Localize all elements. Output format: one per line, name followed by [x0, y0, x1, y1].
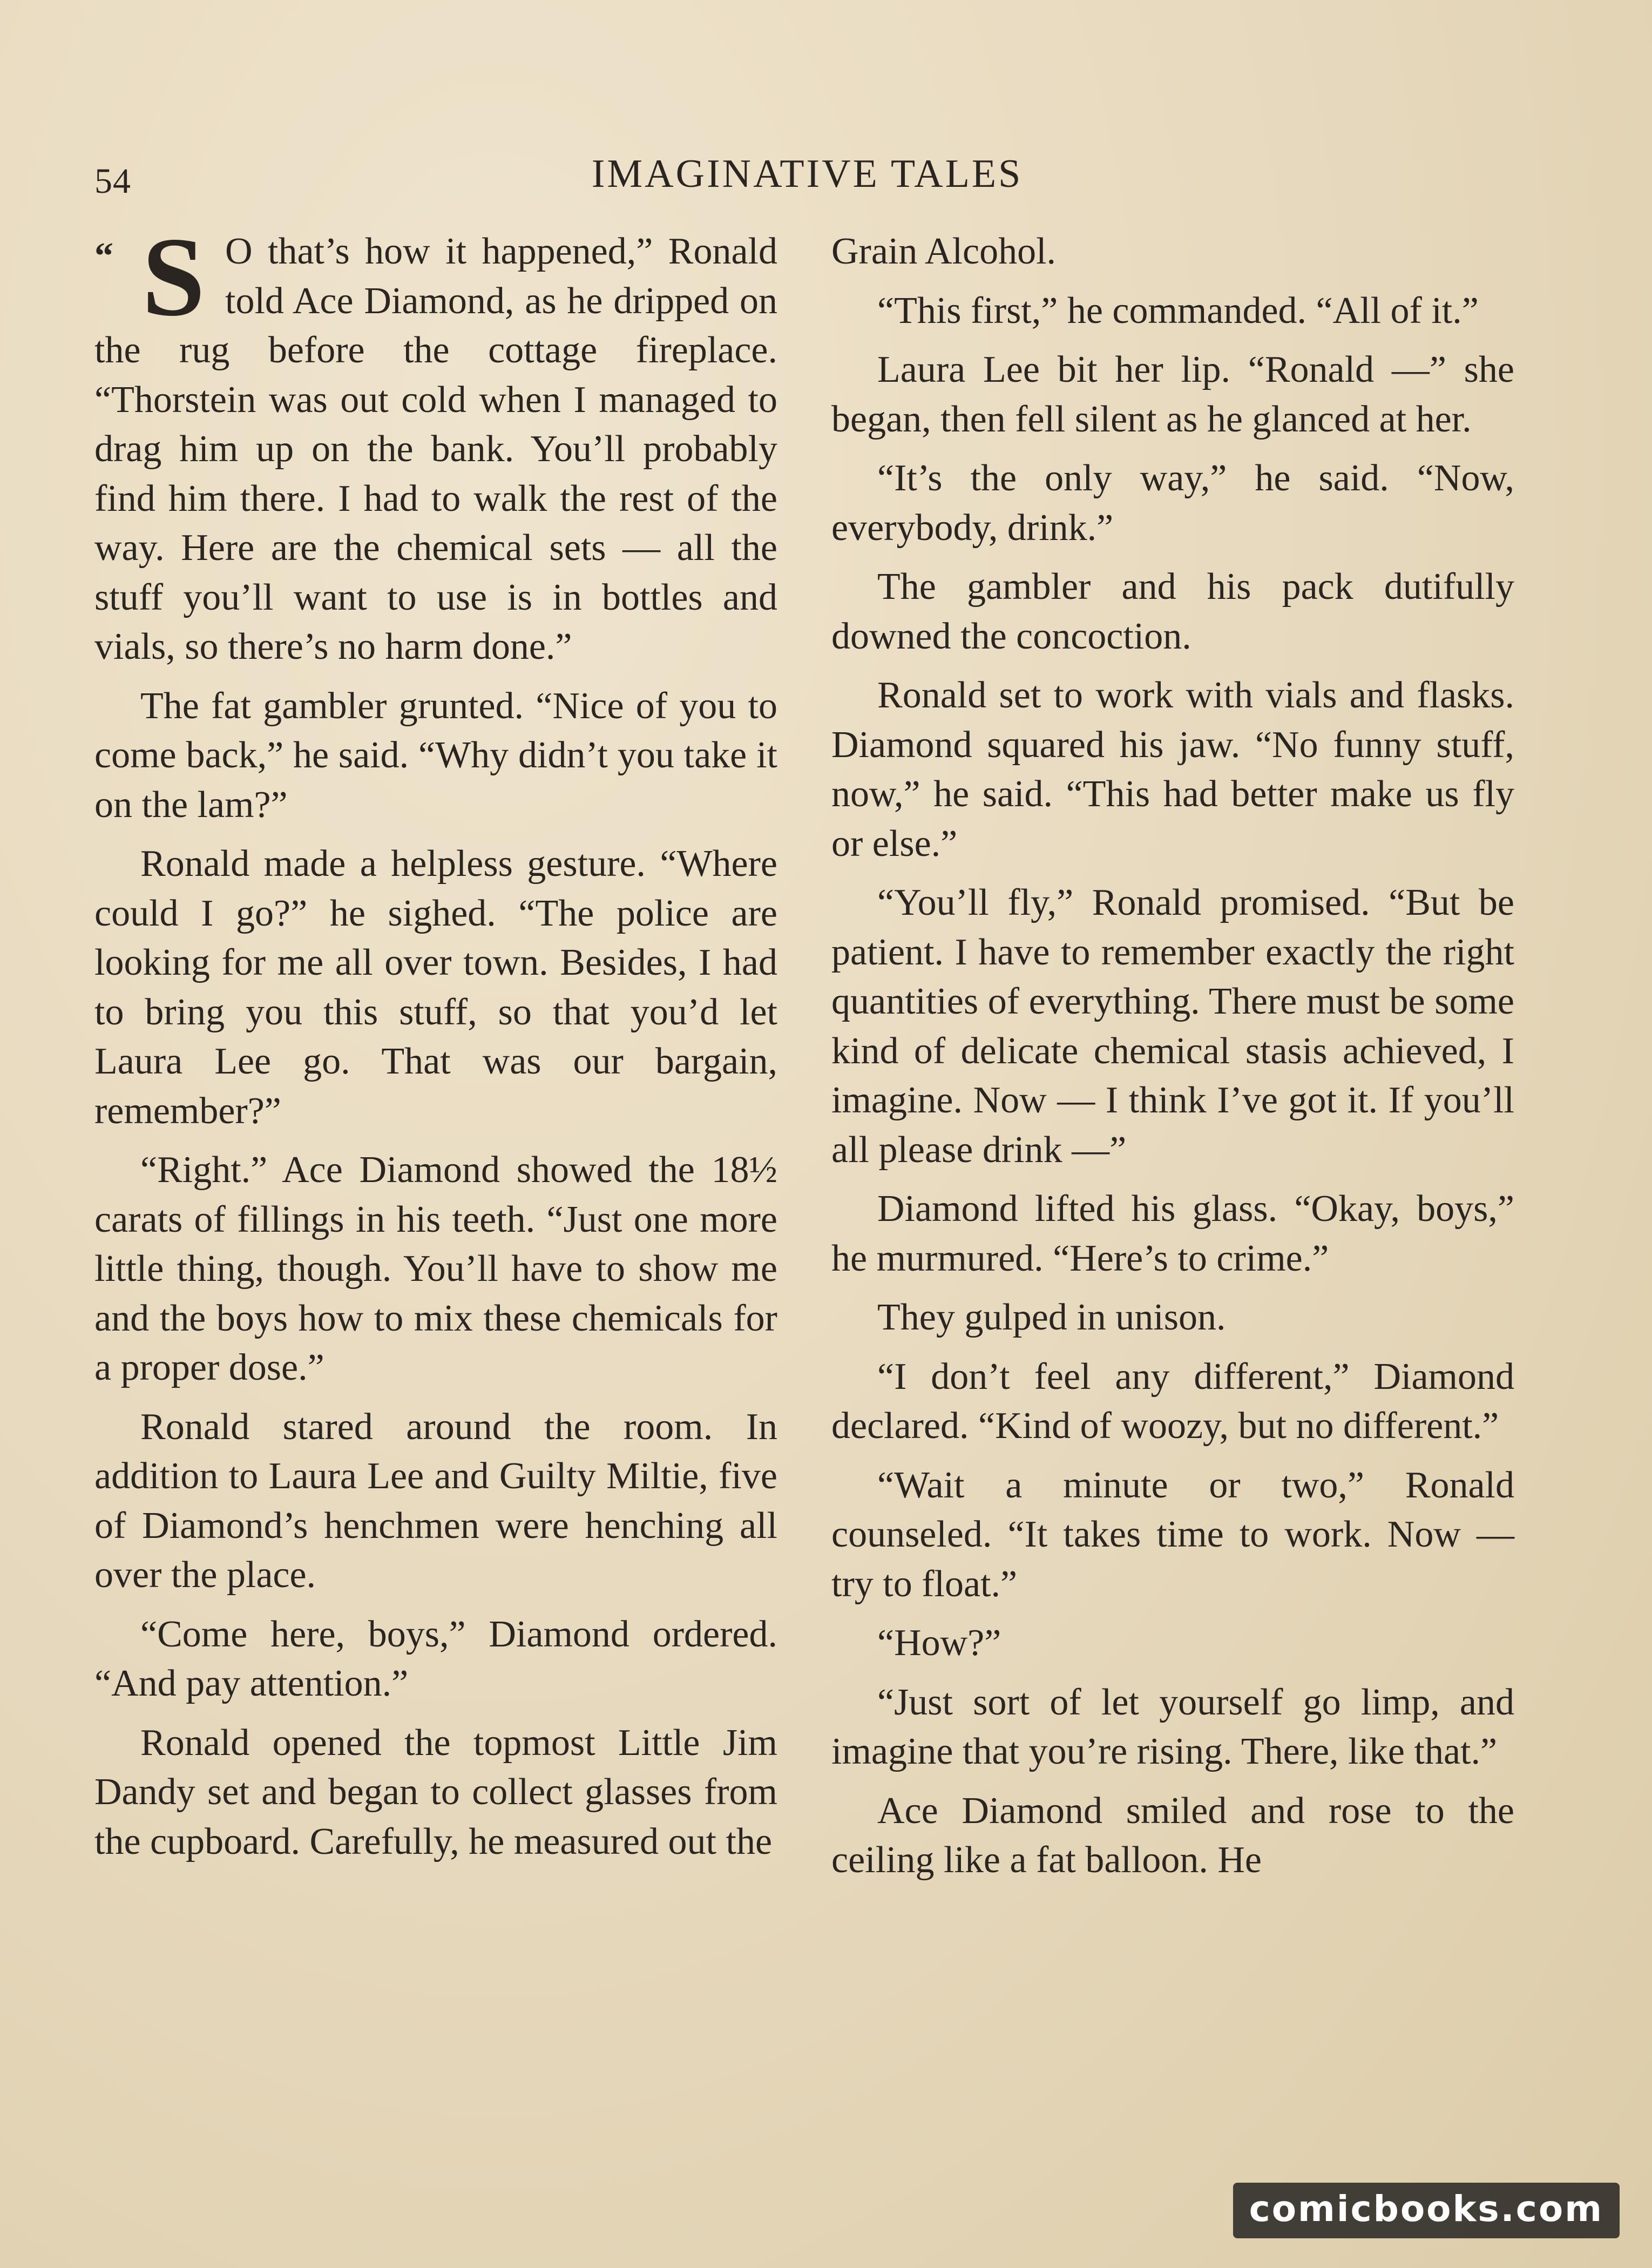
- running-title: IMAGINATIVE TALES: [591, 152, 1023, 196]
- paragraph: Ronald set to work with vials and flasks. Diamond squared his jaw. “No funny stuff, now,” he said. “This had better make us fly or else.”: [831, 674, 1514, 865]
- paragraph: “I don’t feel any different,” Diamond declared. “Kind of woozy, but no different.”: [831, 1355, 1514, 1447]
- paragraph: Ronald made a helpless gesture. “Where could I go?” he sighed. “The police are looking for me all over town. Besides, I had to bring you this stuff, so that you’d let Laura Lee go. That was our bargain, remember?”: [94, 843, 777, 1132]
- left-column: [94, 214, 777, 1876]
- drop-cap: [94, 214, 219, 340]
- paragraph: “Right.” Ace Diamond showed the 18½ carats of fillings in his teeth. “Just one more little thing, though. You’ll have to show me and the boys how to mix these chemicals for a proper dose.”: [94, 1149, 777, 1388]
- paragraph-continuation: Grain Alcohol.: [831, 231, 1057, 272]
- source-watermark: comicbooks.com: [1233, 2183, 1620, 2238]
- paragraph-text: O that’s how it happened,” Ronald told Ace Diamond, as he dripped on the rug before the cottage fireplace. “Thorstein was out cold when I managed to drag him up on the bank. You’ll probably find him there. I had to walk the rest of the way. Here are the chemical sets — all the stuff you’ll want to use is in bottles and vials, so there’s no harm done.”: [94, 231, 777, 667]
- right-column: [831, 227, 1514, 1895]
- paragraph: “Just sort of let yourself go limp, and imagine that you’re rising. There, like that.”: [831, 1681, 1514, 1772]
- paragraph: “How?”: [877, 1622, 1001, 1664]
- paragraph: Diamond lifted his glass. “Okay, boys,” he murmured. “Here’s to crime.”: [831, 1188, 1514, 1279]
- paragraph: “Wait a minute or two,” Ronald counseled. “It takes time to work. Now — try to float.”: [831, 1464, 1514, 1605]
- paragraph: They gulped in unison.: [877, 1297, 1226, 1338]
- paragraph: “This first,” he commanded. “All of it.”: [877, 289, 1479, 332]
- page-header: [94, 151, 1520, 200]
- opening-paragraph: [94, 214, 777, 672]
- paragraph: “You’ll fly,” Ronald promised. “But be patient. I have to remember exactly the right quantities of everything. There must be some kind of delicate chemical stasis achieved, I imagine. Now — I think I’ve got it. If you’ll all please drink —”: [831, 882, 1514, 1171]
- paragraph: “Come here, boys,” Diamond ordered. “And pay attention.”: [94, 1613, 777, 1704]
- drop-cap-letter: S: [142, 214, 205, 340]
- paragraph: Laura Lee bit her lip. “Ronald —” she began, then fell silent as he glanced at her.: [831, 349, 1514, 440]
- paragraph: The fat gambler grunted. “Nice of you to come back,” he said. “Why didn’t you take it on the lam?”: [94, 685, 777, 826]
- paragraph: “It’s the only way,” he said. “Now, everybody, drink.”: [831, 457, 1514, 549]
- paragraph: Ronald stared around the room. In addition to Laura Lee and Guilty Miltie, five of Diamond’s henchmen were henching all over the place.: [94, 1406, 777, 1596]
- page-number: 54: [94, 161, 131, 201]
- paragraph: Ace Diamond smiled and rose to the ceiling like a fat balloon. He: [831, 1790, 1514, 1881]
- drop-cap-quote: “: [94, 235, 113, 277]
- paragraph: The gambler and his pack dutifully downed the concoction.: [831, 566, 1514, 657]
- paragraph: Ronald opened the topmost Little Jim Dandy set and began to collect glasses from the cupboard. Carefully, he measured out the: [94, 1722, 777, 1862]
